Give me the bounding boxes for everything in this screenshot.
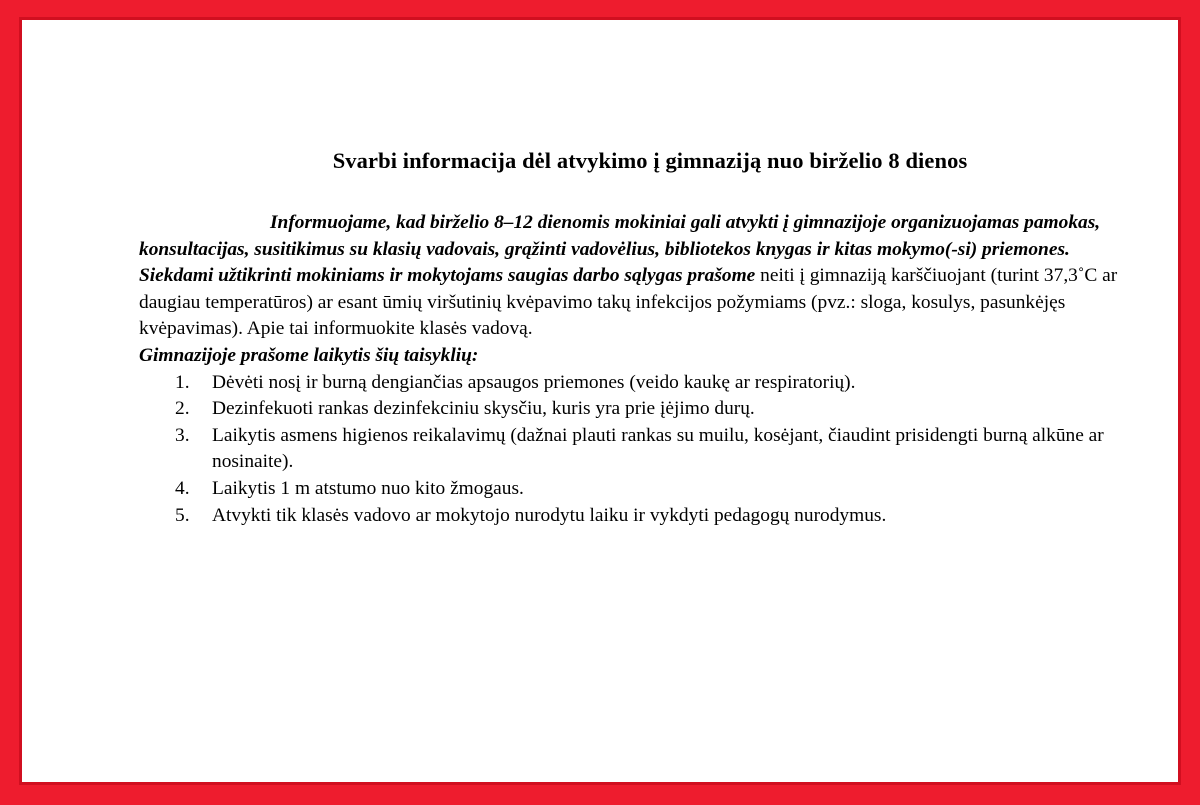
document-title: Svarbi informacija dėl atvykimo į gimnaziją nuo birželio 8 dienos — [332, 148, 968, 173]
safety-lead: Siekdami užtikrinti mokiniams ir mokytojams saugias darbo sąlygas prašome — [139, 265, 756, 287]
list-item-text: Dezinfekuoti rankas dezinfekciniu skysčiu, kuris yra prie įėjimo durų. — [212, 398, 755, 420]
list-item-text: Laikytis 1 m atstumo nuo kito žmogaus. — [212, 477, 524, 499]
safety-text: neiti į gimnaziją karščiuojant (turint 37,3˚C ar daugiau temperatūros) ar esant ūmių viršutinių kvėpavimo takų infekcijos požymiams (pvz.: sloga, kosulys, pasunkėjęs kvėpavimas). Apie tai informuokite klasės vadovą. — [139, 265, 1118, 340]
list-item — [139, 370, 1119, 397]
list-item-number: 2. — [175, 398, 190, 420]
list-item-number: 1. — [175, 371, 190, 393]
list-item — [139, 476, 1119, 503]
list-item-number: 5. — [175, 504, 190, 526]
list-item — [139, 396, 1119, 423]
intro-paragraph — [139, 210, 1119, 263]
list-item-number: 4. — [175, 477, 190, 499]
document-body — [139, 210, 1119, 529]
intro-text: Informuojame, kad birželio 8–12 dienomis mokiniai gali atvykti į gimnazijoje organizuojamas pamokas, konsultacijas, susitikimus su klasių vadovais, grąžinti vadovėlius, bibliotekos knygas ir kitas mokymo(-si) priemones. — [139, 212, 1101, 260]
list-item-number: 3. — [175, 424, 190, 446]
list-item-text: Atvykti tik klasės vadovo ar mokytojo nurodytu laiku ir vykdyti pedagogų nurodymus. — [212, 504, 887, 526]
document-page — [22, 20, 1178, 782]
list-item — [139, 423, 1119, 476]
rules-heading: Gimnazijoje prašome laikytis šių taisyklių: — [139, 344, 479, 366]
rules-list — [139, 370, 1119, 530]
list-item-text: Laikytis asmens higienos reikalavimų (dažnai plauti rankas su muilu, kosėjant, čiaudint prisidengti burną alkūne ar nosinaite). — [212, 424, 1104, 473]
safety-paragraph — [139, 263, 1119, 343]
list-item-text: Dėvėti nosį ir burną dengiančias apsaugos priemones (veido kaukę ar respiratorių). — [212, 371, 856, 393]
list-item — [139, 503, 1119, 530]
